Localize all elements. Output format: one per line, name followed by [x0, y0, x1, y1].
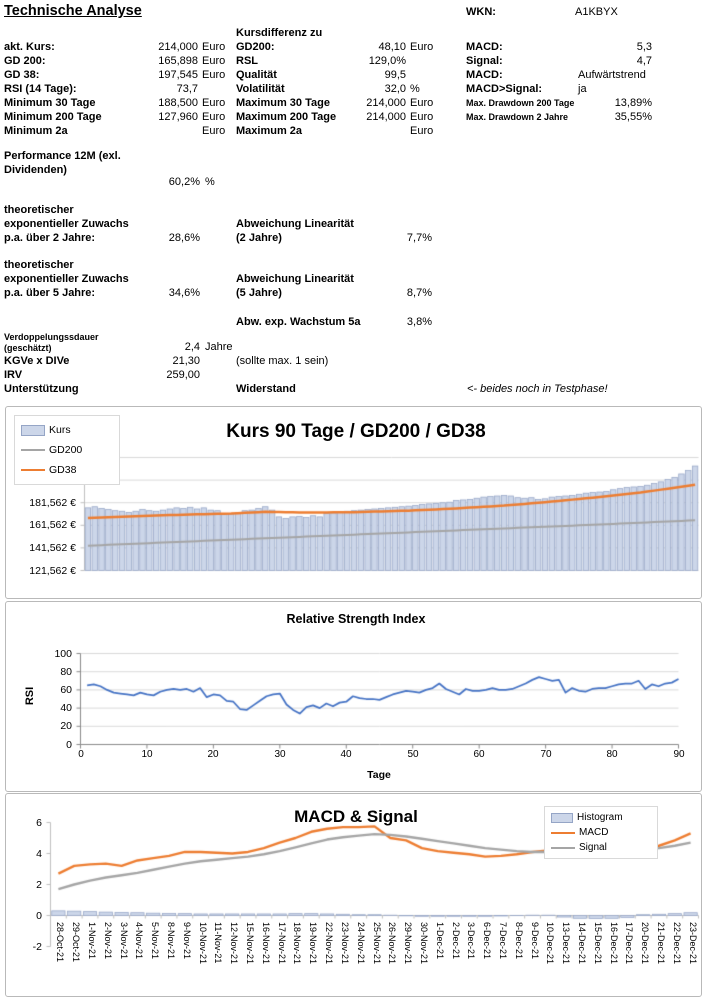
rsi-chart	[5, 601, 702, 792]
stats-row	[0, 40, 706, 54]
stats-value: 73,7	[176, 83, 198, 95]
resistance-label: Widerstand	[236, 383, 296, 395]
macd-chart-legend	[544, 806, 658, 859]
stats-value: 214,000	[366, 111, 406, 123]
kgve-label: KGVe x DIVe	[4, 355, 70, 367]
stats-value: 48,10	[378, 41, 406, 53]
stats-value: 214,000	[158, 41, 198, 53]
stats-label: MACD:	[466, 69, 503, 81]
stats-label: GD 38:	[4, 69, 40, 81]
stats-label: Volatilität	[236, 83, 285, 95]
stats-unit: Euro	[202, 97, 226, 109]
legend-item-macd	[551, 825, 651, 840]
stats-value: 165,898	[158, 55, 198, 67]
stats-unit: Euro	[202, 111, 226, 123]
performance-value: 60,2%	[168, 176, 200, 188]
stats-value: Aufwärtstrend	[578, 69, 646, 81]
stats-unit: Euro	[202, 41, 226, 53]
growth2-label-line2: exponentieller Zuwachs	[4, 218, 129, 230]
stats-unit: Euro	[410, 111, 434, 123]
verdoppelung-value: 2,4	[184, 341, 200, 353]
growth2-label-line3: p.a. über 2 Jahre:	[4, 232, 96, 244]
growth5-label-line1: theoretischer	[4, 259, 74, 271]
stats-label: Signal:	[466, 55, 503, 67]
growth5-value: 34,6%	[168, 287, 200, 299]
stats-value: 214,000	[366, 97, 406, 109]
stats-row	[0, 124, 706, 138]
linearity2-label-line2: (2 Jahre)	[236, 232, 282, 244]
growth2-label-line1: theoretischer	[4, 204, 74, 216]
stats-table	[0, 0, 706, 140]
stats-label: Maximum 200 Tage	[236, 111, 337, 123]
linearity2-value: 7,7%	[406, 232, 432, 244]
rsi-canvas	[6, 602, 701, 791]
kgve-value: 21,30	[172, 355, 200, 367]
stats-label: akt. Kurs:	[4, 41, 55, 53]
stats-label: Minimum 30 Tage	[4, 97, 96, 109]
support-label: Unterstützung	[4, 383, 79, 395]
stats-value: 99,5	[384, 69, 406, 81]
macd-chart	[5, 793, 702, 997]
stats-label: GD200:	[236, 41, 275, 53]
stats-label: MACD:	[466, 41, 503, 53]
stats-row	[0, 82, 706, 96]
stats-label: Minimum 200 Tage	[4, 111, 102, 123]
legend-label: Signal	[579, 842, 607, 853]
gd200-line-swatch-icon	[21, 449, 45, 451]
histogram-bar-swatch-icon	[551, 813, 573, 823]
stats-label: Qualität	[236, 69, 277, 81]
stats-value: 5,3	[636, 41, 652, 53]
stats-unit: Euro	[410, 41, 434, 53]
stats-value: 129,0%	[368, 55, 406, 67]
stats-label: GD 200:	[4, 55, 46, 67]
irv-value: 259,00	[166, 369, 200, 381]
stats-label: RSI (14 Tage):	[4, 83, 77, 95]
legend-item-histogram	[551, 810, 651, 825]
stats-unit: Euro	[410, 97, 434, 109]
stats-value: 127,960	[158, 111, 198, 123]
stats-row	[0, 68, 706, 82]
macd-chart-title: MACD & Signal	[294, 807, 418, 826]
stats-row	[0, 54, 706, 68]
legend-label: Histogram	[577, 812, 623, 823]
stats-value: 188,500	[158, 97, 198, 109]
linearity5-label-line1: Abweichung Linearität	[236, 273, 354, 285]
stats-row	[0, 110, 706, 124]
growth5-label-line3: p.a. über 5 Jahre:	[4, 287, 96, 299]
legend-item-signal	[551, 840, 651, 855]
stats-value: ja	[578, 83, 587, 95]
stats-label: MACD>Signal:	[466, 83, 543, 95]
legend-label: Kurs	[49, 424, 71, 436]
stats-label: Maximum 30 Tage	[236, 97, 330, 109]
legend-item-gd38	[21, 460, 113, 480]
legend-label: GD38	[49, 464, 77, 476]
performance-label-line2: Dividenden)	[4, 164, 67, 176]
rsi-chart-title: Relative Strength Index	[286, 612, 426, 626]
stats-unit: Euro	[202, 55, 226, 67]
legend-label: MACD	[579, 827, 609, 838]
stats-label: Minimum 2a	[4, 125, 68, 137]
linearity2-label-line1: Abweichung Linearität	[236, 218, 354, 230]
legend-item-gd200	[21, 440, 113, 460]
growth2-value: 28,6%	[168, 232, 200, 244]
signal-line-swatch-icon	[551, 847, 575, 849]
verdoppelung-label-line2: (geschätzt)	[4, 343, 52, 353]
performance-label-line1: Performance 12M (exl.	[4, 150, 121, 162]
verdoppelung-label-line1: Verdoppelungssdauer	[4, 332, 99, 342]
stats-label: Max. Drawdown 2 Jahre	[466, 112, 569, 122]
growth5-label-line2: exponentieller Zuwachs	[4, 273, 129, 285]
stats-value: 32,0	[384, 83, 406, 95]
page-title: Technische Analyse	[4, 3, 142, 19]
linearity5-label-line2: (5 Jahre)	[236, 287, 282, 299]
stats-value: 35,55%	[614, 111, 652, 123]
testphase-note: <- beides noch in Testphase!	[467, 383, 608, 395]
stats-value: 197,545	[158, 69, 198, 81]
stats-unit: %	[410, 83, 420, 95]
wkn-label: WKN:	[466, 6, 496, 18]
stats-label: RSL	[236, 55, 258, 67]
kurs-chart	[5, 406, 702, 599]
abw-exp-label: Abw. exp. Wachstum 5a	[236, 316, 361, 328]
irv-label: IRV	[4, 369, 23, 381]
stats-value: 4,7	[636, 55, 652, 67]
stats-label: Maximum 2a	[236, 125, 303, 137]
stats-unit: Euro	[202, 69, 226, 81]
legend-label: GD200	[49, 444, 83, 456]
stats-unit: Euro	[202, 125, 226, 137]
gd38-line-swatch-icon	[21, 469, 45, 471]
kgve-note: (sollte max. 1 sein)	[236, 355, 329, 367]
kursdifferenz-header: Kursdifferenz zu	[236, 27, 323, 39]
performance-unit: %	[205, 176, 215, 188]
kurs-chart-legend	[14, 415, 120, 485]
stats-label: Max. Drawdown 200 Tage	[466, 98, 575, 108]
macd-line-swatch-icon	[551, 832, 575, 834]
legend-item-kurs	[21, 420, 113, 440]
linearity5-value: 8,7%	[406, 287, 432, 299]
kurs-chart-title: Kurs 90 Tage / GD200 / GD38	[226, 421, 486, 442]
stats-row	[0, 96, 706, 110]
verdoppelung-unit: Jahre	[205, 341, 233, 353]
kurs-bar-swatch-icon	[21, 425, 45, 436]
wkn-value: A1KBYX	[575, 6, 618, 18]
abw-exp-value: 3,8%	[406, 316, 432, 328]
stats-unit: Euro	[410, 125, 434, 137]
stats-value: 13,89%	[614, 97, 652, 109]
